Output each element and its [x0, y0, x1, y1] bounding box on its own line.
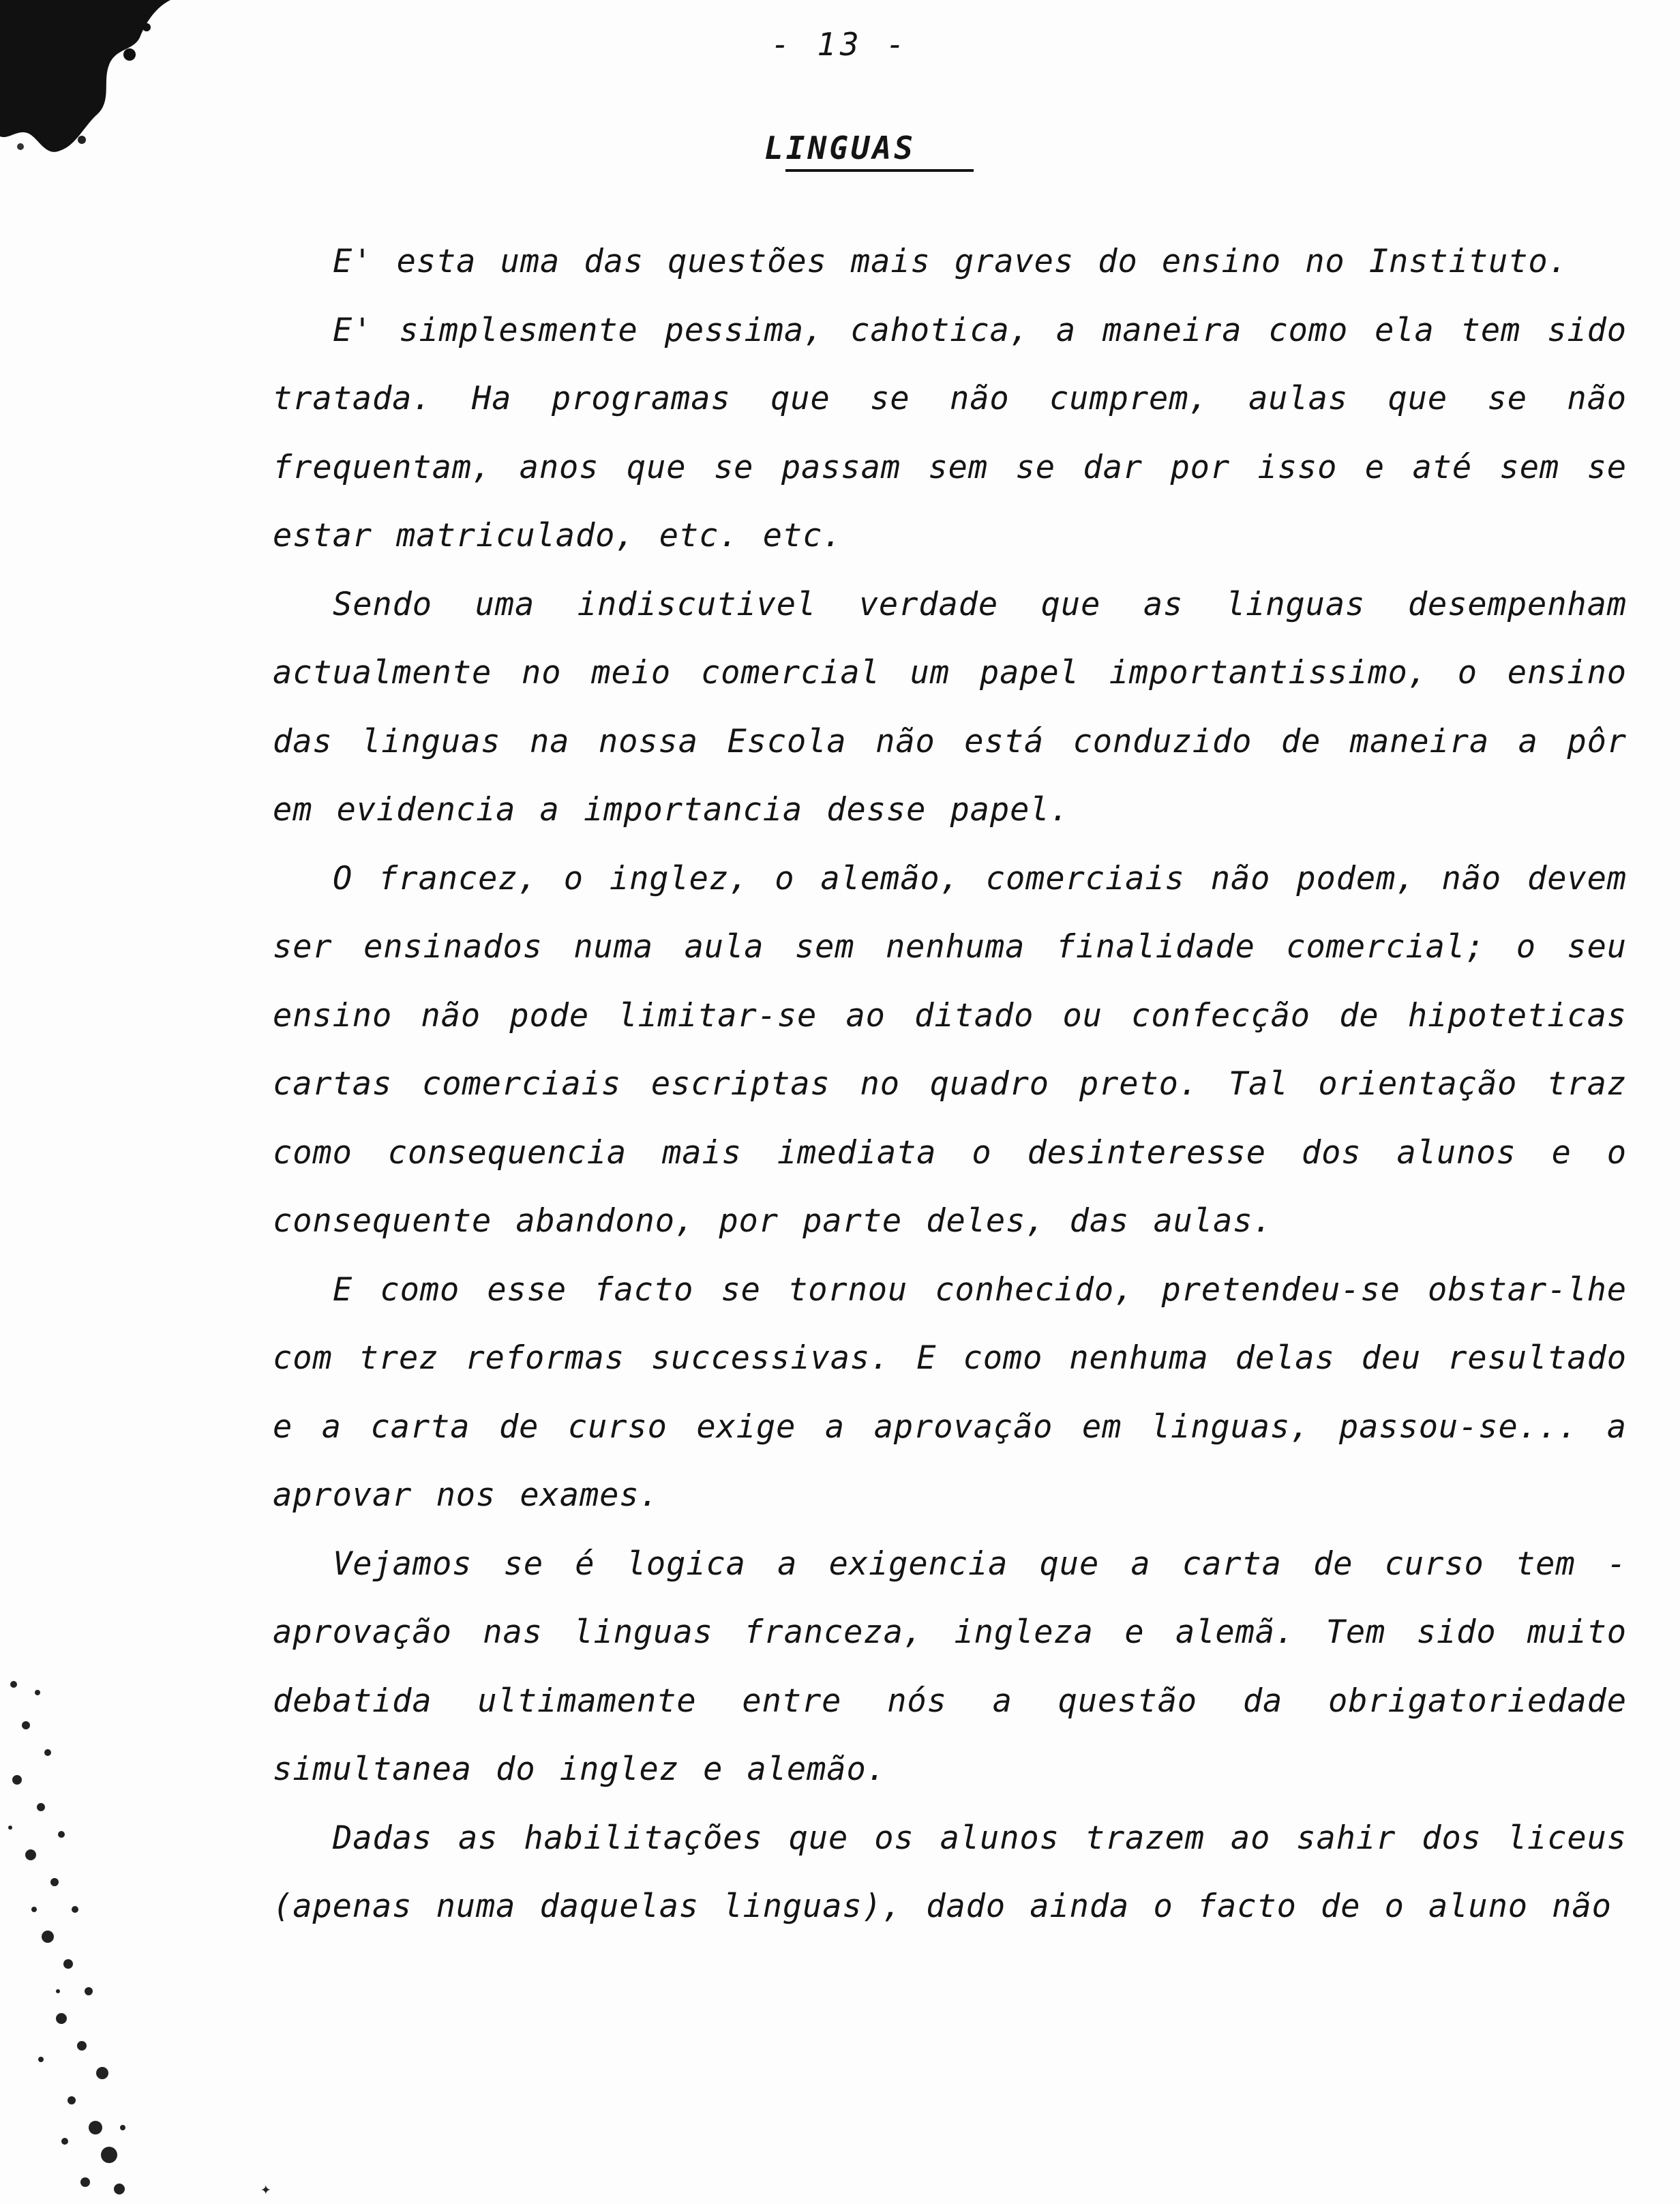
- scan-mark: ✦: [260, 2179, 271, 2199]
- section-heading: LINGUAS: [764, 130, 916, 166]
- paragraph-3: Sendo uma indiscutivel verdade que as linguas desempenham actualmente no meio comercial um papel importantissimo, o ensino das linguas na nossa Escola não está conduzido de maneira a pôr em evidencia a importancia desse papel.: [273, 585, 1627, 829]
- paragraph-4: O francez, o inglez, o alemão, comerciais não podem, não devem ser ensinados numa aula sem nenhuma finalidade comercial; o seu ensino não pode limitar-se ao ditado ou confecção de hipoteticas cartas comerciais escriptas no quadro preto. Tal orientação traz como consequencia mais imediata o desinteresse dos alunos e o consequente abandono, por parte deles, das aulas.: [273, 859, 1627, 1240]
- paragraph-2: E' simplesmente pessima, cahotica, a maneira como ela tem sido tratada. Ha programas que se não cumprem, aulas que se não frequentam, anos que se passam sem se dar por isso e até sem se estar matriculado, etc. etc.: [273, 311, 1627, 554]
- paragraph-5: E como esse facto se tornou conhecido, pretendeu-se obstar-lhe com trez reformas successivas. E como nenhuma delas deu resultado e a carta de curso exige a aprovação em linguas, passou-se... a aprovar nos exames.: [273, 1270, 1627, 1514]
- heading-underline: [785, 169, 974, 172]
- paragraph-7: Dadas as habilitações que os alunos trazem ao sahir dos liceus (apenas numa daquelas linguas), dado ainda o facto de o aluno não: [273, 1819, 1627, 1925]
- body-text: [273, 228, 1627, 1941]
- scan-speckle-noise: [0, 1650, 157, 2204]
- paragraph-6: Vejamos se é logica a exigencia que a carta de curso tem - aprovação nas linguas franceza, ingleza e alemã. Tem sido muito debatida ultimamente entre nós a questão da obrigatoriedade simultanea do inglez e alemão.: [273, 1545, 1627, 1788]
- page-number: - 13 -: [770, 26, 910, 63]
- paragraph-1: E' esta uma das questões mais graves do ensino no Instituto.: [333, 243, 1568, 280]
